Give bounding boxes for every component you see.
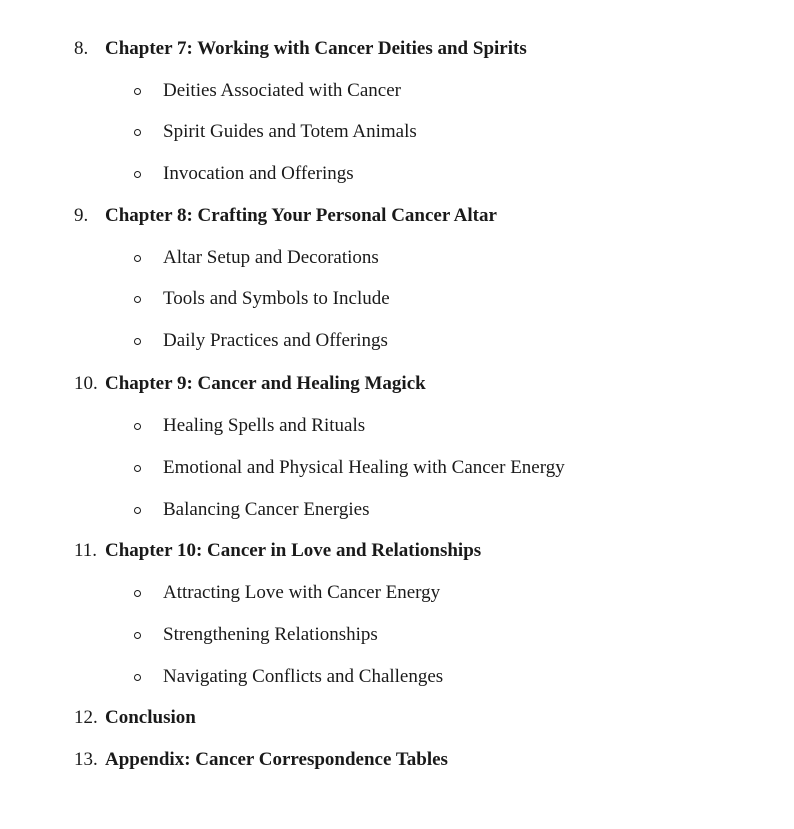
hollow-bullet-icon <box>134 171 141 178</box>
chapter-number: 13. <box>74 749 98 770</box>
hollow-bullet-icon <box>134 590 141 597</box>
hollow-bullet-icon <box>134 632 141 639</box>
chapter-number: 8. <box>74 38 89 59</box>
chapter-title: Conclusion <box>105 707 196 728</box>
hollow-bullet-icon <box>134 674 141 681</box>
chapter-title: Chapter 7: Working with Cancer Deities and Spirits <box>105 38 527 59</box>
hollow-bullet-icon <box>134 507 141 514</box>
section-title: Emotional and Physical Healing with Cancer Energy <box>163 457 565 478</box>
chapter-title: Appendix: Cancer Correspondence Tables <box>105 749 448 770</box>
hollow-bullet-icon <box>134 88 141 95</box>
section-title: Balancing Cancer Energies <box>163 499 370 520</box>
hollow-bullet-icon <box>134 255 141 262</box>
section-title: Spirit Guides and Totem Animals <box>163 121 417 142</box>
hollow-bullet-icon <box>134 465 141 472</box>
chapter-title: Chapter 9: Cancer and Healing Magick <box>105 373 426 394</box>
section-title: Healing Spells and Rituals <box>163 415 366 436</box>
hollow-bullet-icon <box>134 296 141 303</box>
section-title: Altar Setup and Decorations <box>163 247 379 268</box>
chapter-number: 9. <box>74 205 89 226</box>
section-title: Strengthening Relationships <box>163 624 378 645</box>
section-title: Tools and Symbols to Include <box>163 288 390 309</box>
section-title: Navigating Conflicts and Challenges <box>163 666 444 687</box>
section-title: Invocation and Offerings <box>163 163 354 184</box>
hollow-bullet-icon <box>134 338 141 345</box>
chapter-number: 12. <box>74 707 98 728</box>
section-title: Attracting Love with Cancer Energy <box>163 582 441 603</box>
hollow-bullet-icon <box>134 129 141 136</box>
chapter-number: 10. <box>74 373 98 394</box>
section-title: Daily Practices and Offerings <box>163 330 388 351</box>
chapter-number: 11. <box>74 540 98 561</box>
section-title: Deities Associated with Cancer <box>163 80 401 101</box>
hollow-bullet-icon <box>134 423 141 430</box>
chapter-title: Chapter 10: Cancer in Love and Relationships <box>105 540 482 561</box>
chapter-title: Chapter 8: Crafting Your Personal Cancer Altar <box>105 205 497 226</box>
